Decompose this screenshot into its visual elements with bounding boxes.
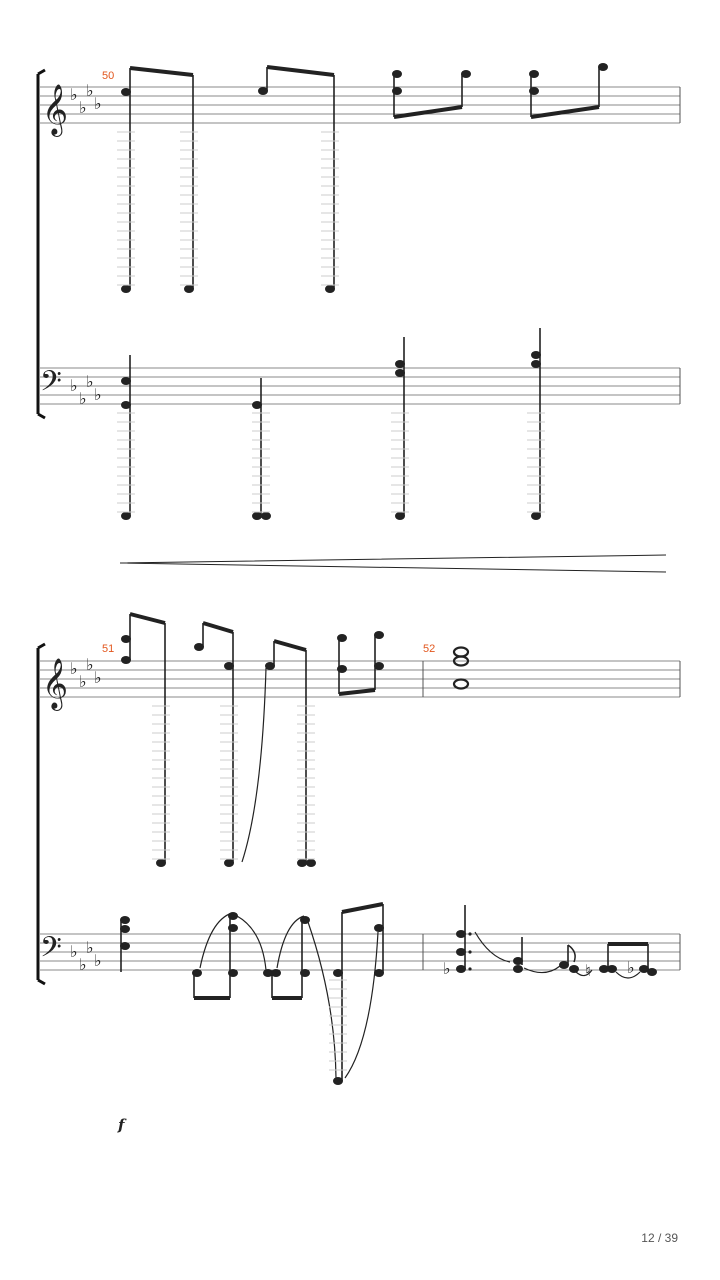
treble-notes-m51	[121, 614, 384, 867]
ledger-lines	[117, 132, 545, 1070]
svg-text:♭: ♭	[94, 668, 102, 687]
svg-text:♮: ♮	[585, 961, 591, 980]
svg-text:♭: ♭	[443, 959, 451, 978]
beam	[130, 68, 193, 75]
svg-text:♭: ♭	[79, 98, 87, 117]
measure-number: 52	[423, 643, 436, 655]
treble-notes-m52	[454, 648, 468, 689]
key-signature	[70, 81, 102, 117]
svg-text:♭: ♭	[79, 672, 87, 691]
svg-text:♭: ♭	[79, 955, 87, 974]
svg-text:♭: ♭	[70, 85, 78, 104]
svg-text:♭: ♭	[94, 951, 102, 970]
bass-staff	[40, 368, 680, 404]
system-1	[38, 63, 680, 572]
svg-text:♭: ♭	[79, 389, 87, 408]
system-2	[38, 614, 680, 1134]
bass-notes-m50	[121, 328, 541, 520]
svg-text:♭: ♭	[70, 376, 78, 395]
measure-number: 51	[102, 643, 115, 655]
key-signature	[70, 655, 102, 691]
treble-clef: 𝄞	[42, 658, 69, 709]
beam	[267, 67, 334, 75]
page-indicator: 12 / 39	[641, 1231, 678, 1245]
crescendo-hairpin	[120, 555, 666, 572]
svg-text:♭: ♭	[86, 938, 94, 957]
measure-number: 50	[102, 70, 115, 82]
bass-notes-m51	[120, 904, 384, 1085]
bass-staff	[40, 934, 680, 970]
treble-clef: 𝄞	[42, 84, 69, 135]
beam	[394, 107, 462, 117]
treble-staff	[40, 87, 680, 123]
svg-text:♭: ♭	[94, 385, 102, 404]
dynamic-marking: f	[118, 1116, 125, 1134]
svg-text:♭: ♭	[627, 958, 635, 977]
svg-text:♭: ♭	[70, 942, 78, 961]
svg-text:♭: ♭	[94, 94, 102, 113]
bass-clef: 𝄢	[40, 931, 62, 971]
beam	[531, 107, 599, 117]
svg-text:♭: ♭	[86, 372, 94, 391]
svg-text:♭: ♭	[70, 659, 78, 678]
svg-text:♭: ♭	[86, 655, 94, 674]
bass-clef: 𝄢	[40, 365, 62, 405]
svg-text:♭: ♭	[86, 81, 94, 100]
